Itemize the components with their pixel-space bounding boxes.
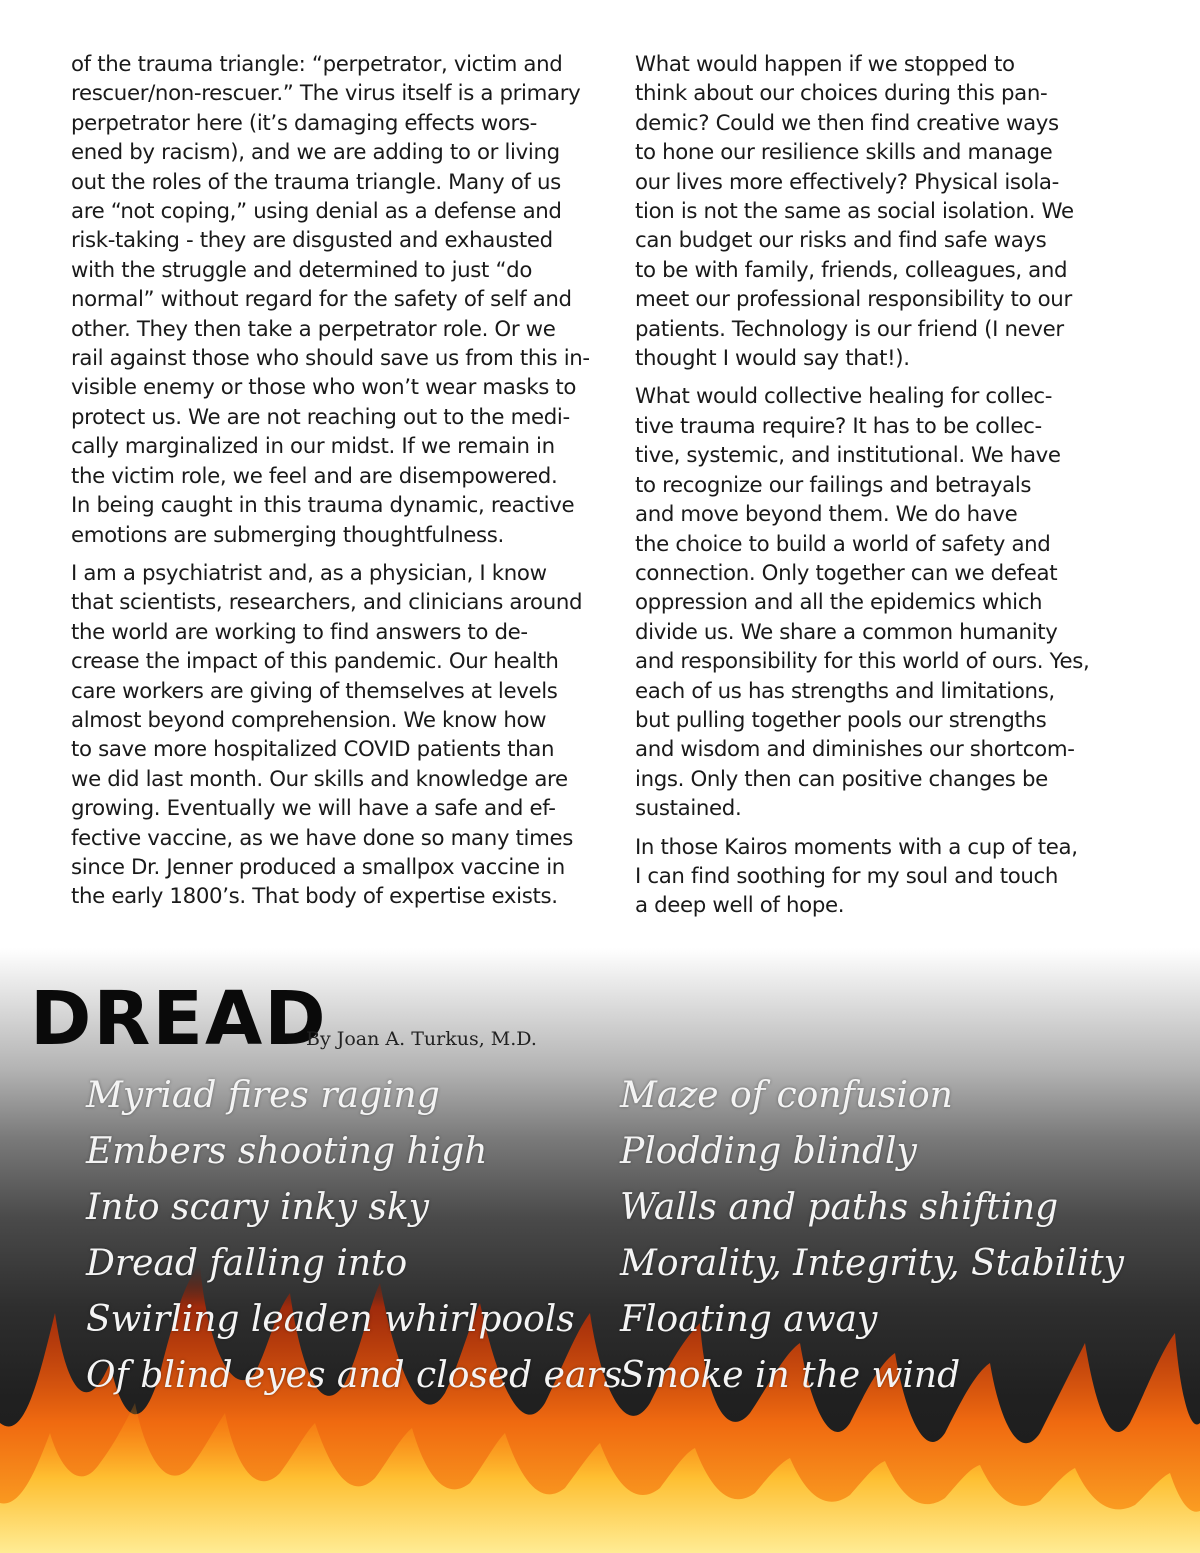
- text-line: tive trauma require? It has to be collec-: [635, 413, 1042, 439]
- poem-byline: By Joan A. Turkus, M.D.: [306, 1028, 537, 1050]
- text-line: the world are working to find answers to de-: [71, 619, 528, 645]
- text-line: thought I would say that!).: [635, 346, 910, 372]
- text-line: fective vaccine, as we have done so many times: [71, 825, 574, 851]
- text-line: demic? Could we then find creative ways: [635, 110, 1059, 136]
- text-line: emotions are submerging thoughtfulness.: [71, 522, 504, 548]
- article-paragraph: [635, 382, 1095, 823]
- text-line: almost beyond comprehension. We know how: [71, 707, 547, 733]
- poem-line: Dread falling into: [86, 1243, 408, 1284]
- text-line: oppression and all the epidemics which: [635, 590, 1043, 616]
- poem-line: Morality, Integrity, Stability: [620, 1243, 1124, 1284]
- poem-line: Embers shooting high: [86, 1131, 488, 1172]
- article-paragraph: [635, 50, 1095, 373]
- poem-stanza-right: [620, 1068, 1124, 1404]
- text-line: connection. Only together can we defeat: [635, 560, 1058, 586]
- text-line: rescuer/non-rescuer.” The virus itself is a primary: [71, 81, 581, 107]
- article-right-column: [635, 50, 1095, 930]
- text-line: think about our choices during this pan-: [635, 81, 1048, 107]
- text-line: meet our professional responsibility to our: [635, 287, 1072, 313]
- text-line: are “not coping,” using denial as a defense and: [71, 199, 562, 225]
- poem-line: Maze of confusion: [620, 1075, 953, 1116]
- text-line: normal” without regard for the safety of self and: [71, 287, 572, 313]
- text-line: we did last month. Our skills and knowledge are: [71, 766, 568, 792]
- text-line: tion is not the same as social isolation. We: [635, 199, 1074, 225]
- text-line: the choice to build a world of safety and: [635, 531, 1051, 557]
- text-line: and responsibility for this world of ours. Yes,: [635, 649, 1090, 675]
- text-line: to recognize our failings and betrayals: [635, 472, 1032, 498]
- text-line: sustained.: [635, 796, 742, 822]
- text-line: tive, systemic, and institutional. We have: [635, 443, 1061, 469]
- text-line: ings. Only then can positive changes be: [635, 766, 1048, 792]
- text-line: cally marginalized in our midst. If we remain in: [71, 434, 555, 460]
- poem-title: DREAD: [30, 976, 328, 1062]
- text-line: What would happen if we stopped to: [635, 52, 1015, 77]
- text-line: can budget our risks and find safe ways: [635, 228, 1047, 254]
- text-line: divide us. We share a common humanity: [635, 619, 1058, 645]
- text-line: protect us. We are not reaching out to the medi-: [71, 404, 570, 430]
- text-line: I can find soothing for my soul and touch: [635, 863, 1059, 889]
- text-line: since Dr. Jenner produced a smallpox vaccine in: [71, 854, 565, 880]
- text-line: In those Kairos moments with a cup of tea,: [635, 834, 1078, 860]
- text-line: to hone our resilience skills and manage: [635, 140, 1053, 166]
- article-paragraph: [71, 50, 591, 550]
- text-line: rail against those who should save us from this in-: [71, 346, 590, 372]
- text-line: with the struggle and determined to just “do: [71, 257, 533, 283]
- poem-stanza-left: [86, 1068, 622, 1404]
- text-line: to be with family, friends, colleagues, and: [635, 257, 1068, 283]
- text-line: crease the impact of this pandemic. Our health: [71, 649, 559, 675]
- poem-line: Plodding blindly: [620, 1131, 917, 1172]
- text-line: to save more hospitalized COVID patients than: [71, 737, 555, 763]
- poem-section: [0, 948, 1200, 1553]
- poem-line: Myriad fires raging: [86, 1075, 440, 1116]
- text-line: each of us has strengths and limitations,: [635, 678, 1055, 704]
- poem-line: Swirling leaden whirlpools: [86, 1299, 575, 1340]
- poem-line: Smoke in the wind: [620, 1355, 961, 1396]
- text-line: out the roles of the trauma triangle. Many of us: [71, 169, 561, 195]
- text-line: and move beyond them. We do have: [635, 502, 1018, 528]
- article-paragraph: [71, 559, 591, 912]
- text-line: I am a psychiatrist and, as a physician, I know: [71, 560, 547, 586]
- text-line: care workers are giving of themselves at levels: [71, 678, 558, 704]
- text-line: and wisdom and diminishes our shortcom-: [635, 737, 1075, 763]
- text-line: ened by racism), and we are adding to or living: [71, 140, 560, 166]
- text-line: the early 1800’s. That body of expertise exists.: [71, 884, 558, 910]
- text-line: a deep well of hope.: [635, 893, 845, 919]
- text-line: our lives more effectively? Physical isola-: [635, 169, 1059, 195]
- article-paragraph: [635, 833, 1095, 921]
- text-line: growing. Eventually we will have a safe and ef-: [71, 796, 556, 822]
- text-line: but pulling together pools our strengths: [635, 707, 1047, 733]
- text-line: In being caught in this trauma dynamic, reactive: [71, 493, 575, 519]
- text-line: What would collective healing for collec-: [635, 384, 1053, 410]
- text-line: of the trauma triangle: “perpetrator, victim and: [71, 52, 563, 77]
- poem-line: Walls and paths shifting: [620, 1187, 1059, 1228]
- poem-line: Of blind eyes and closed ears: [86, 1355, 623, 1396]
- text-line: perpetrator here (it’s damaging effects wors-: [71, 110, 537, 136]
- text-line: other. They then take a perpetrator role. Or we: [71, 316, 556, 342]
- text-line: risk-taking - they are disgusted and exhausted: [71, 228, 553, 254]
- poem-line: Floating away: [620, 1299, 878, 1340]
- text-line: patients. Technology is our friend (I never: [635, 316, 1064, 342]
- text-line: that scientists, researchers, and clinicians around: [71, 590, 583, 616]
- text-line: visible enemy or those who won’t wear masks to: [71, 375, 577, 401]
- poem-line: Into scary inky sky: [86, 1187, 430, 1228]
- text-line: the victim role, we feel and are disempowered.: [71, 463, 558, 489]
- article-left-column: [71, 50, 591, 921]
